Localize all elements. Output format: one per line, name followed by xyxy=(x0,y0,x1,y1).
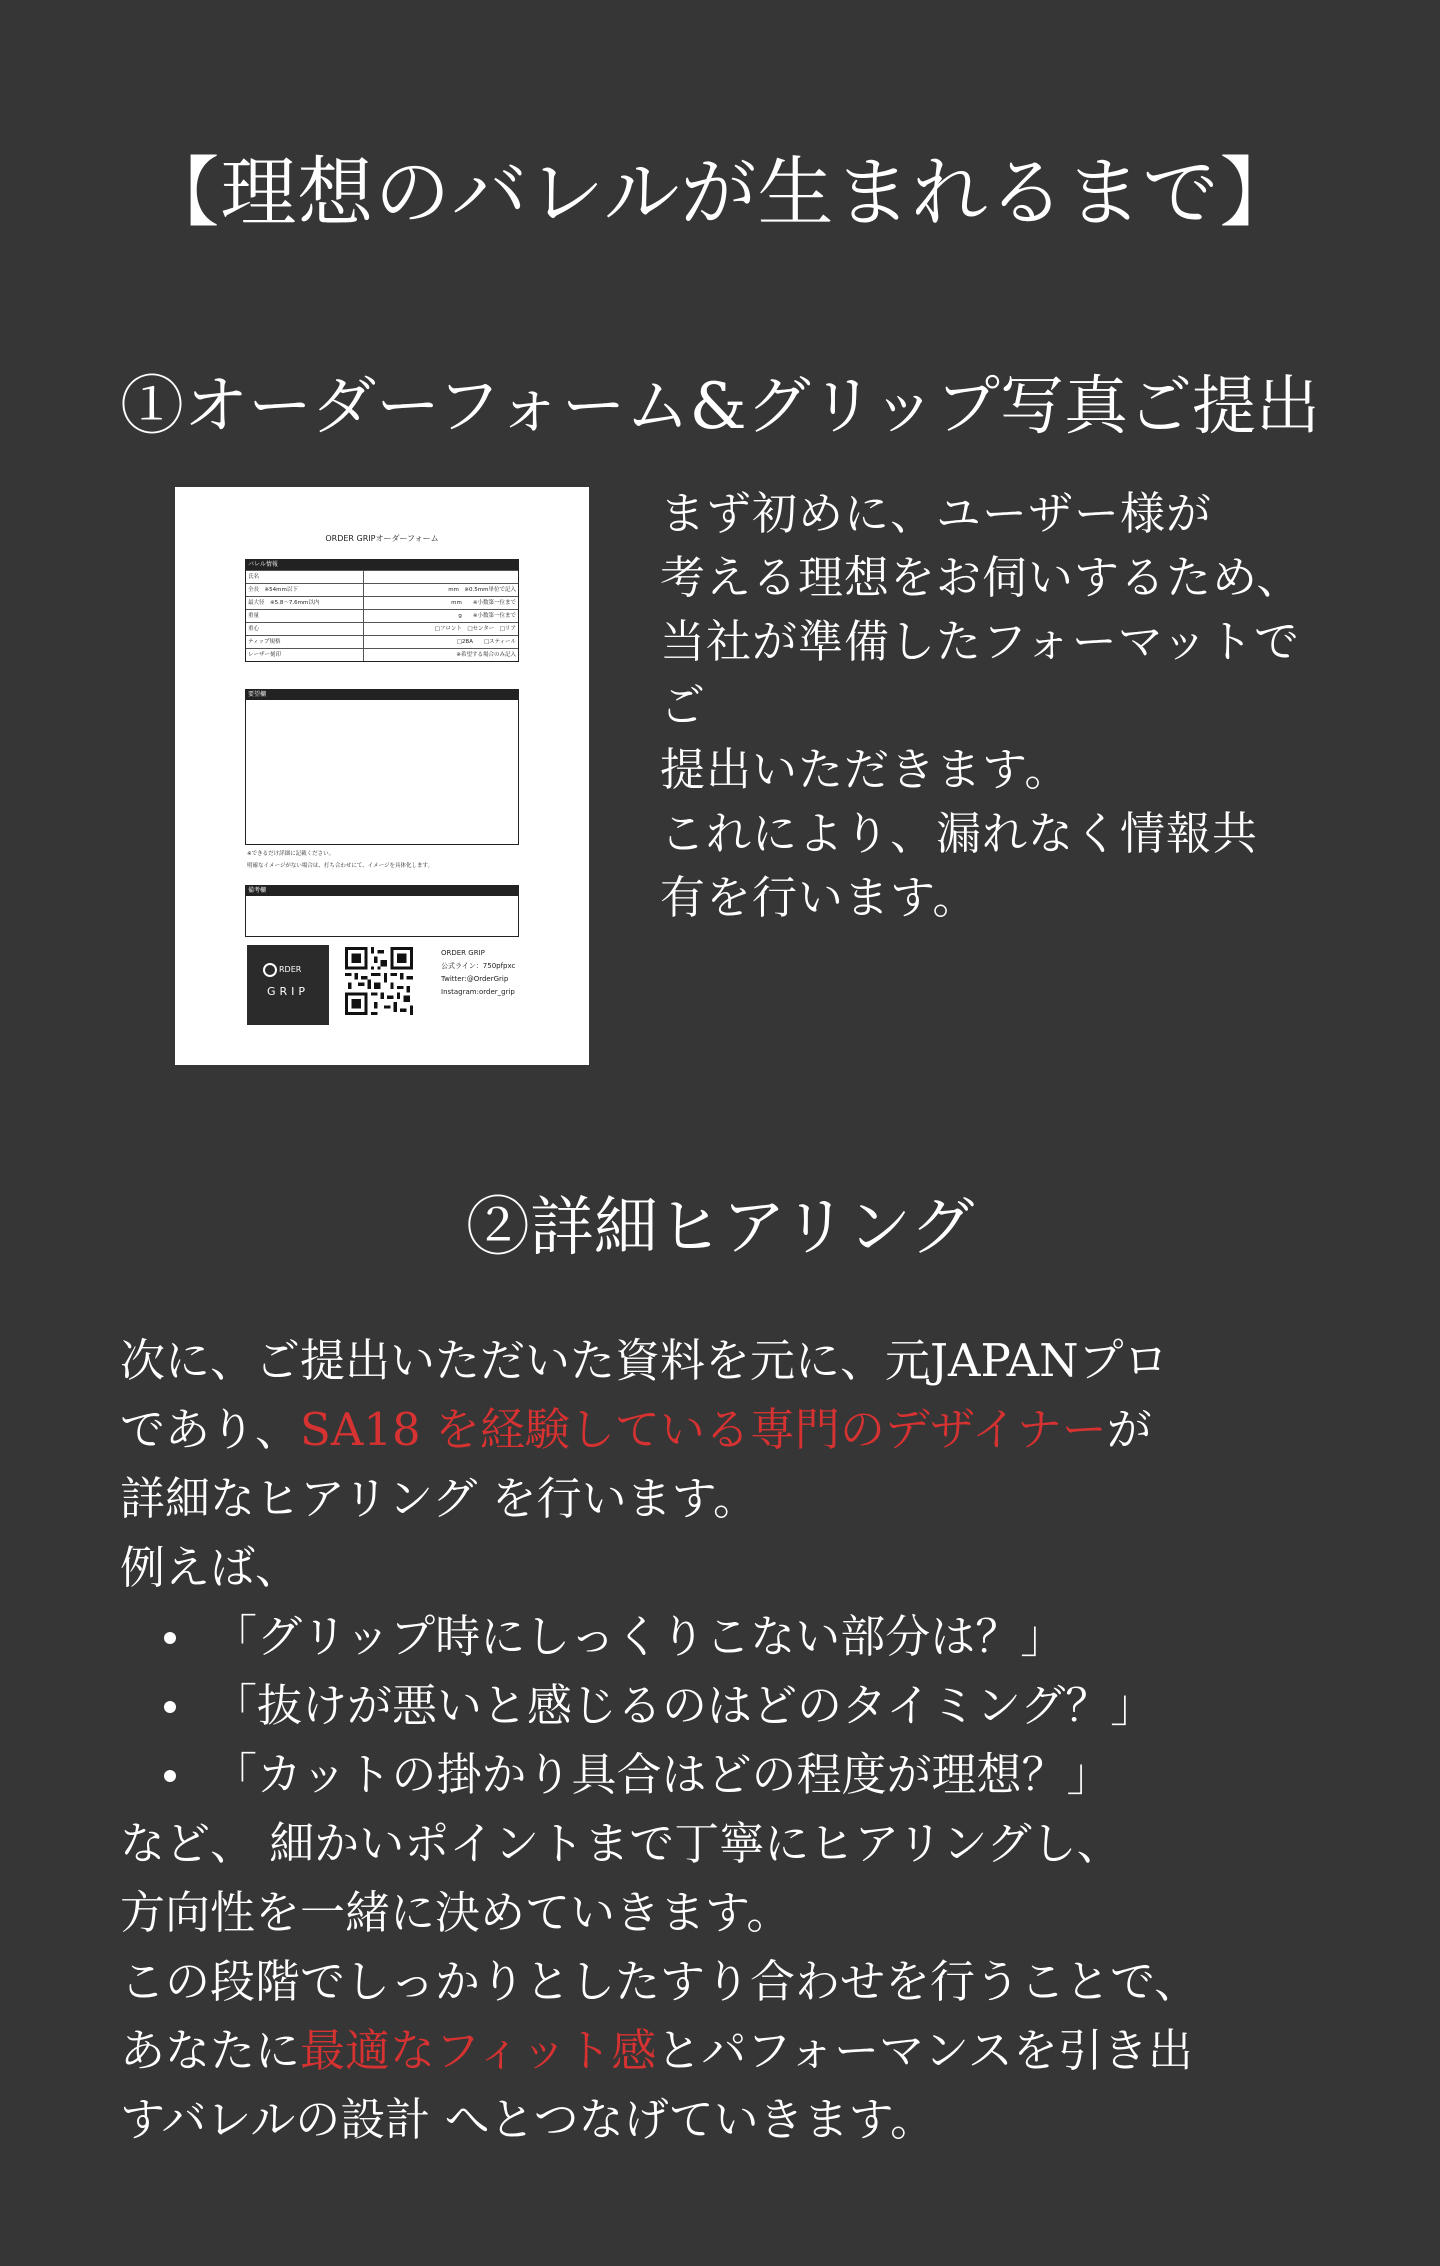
form-row xyxy=(246,648,518,661)
step2-line: 方向性を一緒に決めていきます。 xyxy=(120,1886,792,1939)
barrel-info-header: バレル情報 xyxy=(246,560,518,570)
form-row xyxy=(246,583,518,596)
step2-description xyxy=(120,1326,1340,2154)
form-row-value: □2BA □スティール xyxy=(456,639,516,645)
form-row xyxy=(246,622,518,635)
request-box xyxy=(245,689,519,845)
form-row-value xyxy=(364,571,518,583)
form-row-label: レーザー刻印 xyxy=(246,649,364,661)
question-item: 「抜けが悪いと感じるのはどのタイミング？」 xyxy=(120,1671,1340,1740)
form-row xyxy=(246,635,518,648)
step1-line: これにより、漏れなく情報共 xyxy=(660,807,1259,860)
form-row-value: mm ※小数第一位まで xyxy=(451,600,516,606)
target-icon xyxy=(263,963,277,977)
step2-line xyxy=(120,2016,1340,2085)
contact-line: Instagram:order_grip xyxy=(441,988,515,996)
step2-line: など、 細かいポイントまで丁寧にヒアリングし、 xyxy=(120,1817,1122,1870)
form-row-label: 氏名 xyxy=(246,571,364,583)
step1-line: 考える理想をお伺いするため、 xyxy=(660,551,1303,604)
form-row xyxy=(246,596,518,609)
form-row-label: 重心 xyxy=(246,623,364,635)
qr-code-icon xyxy=(345,947,413,1015)
form-row xyxy=(246,570,518,583)
step2-text: であり、 xyxy=(120,1403,301,1456)
request-header: 要望欄 xyxy=(246,690,518,700)
form-row-value: ※希望する場合のみ記入 xyxy=(456,652,516,658)
contact-line: Twitter:@OrderGrip xyxy=(441,975,509,983)
order-grip-logo xyxy=(247,945,329,1025)
designer-highlight: SA18 を経験している専門のデザイナー xyxy=(300,1403,1107,1456)
step2-line xyxy=(120,1395,1340,1464)
step2-line: 例えば、 xyxy=(120,1541,301,1594)
page-title: 【理想のバレルが生まれるまで】 xyxy=(143,148,1297,237)
step1-heading: ①オーダーフォーム&グリップ写真ご提出 xyxy=(119,370,1320,444)
step2-line: すバレルの設計 へとつなげていきます。 xyxy=(120,2093,936,2146)
logo-text-bottom: GRIP xyxy=(266,985,310,998)
step2-text: が xyxy=(1106,1403,1152,1456)
contact-info xyxy=(441,947,515,999)
form-row-value: g ※小数第一位まで xyxy=(458,613,516,619)
remarks-box xyxy=(245,885,519,937)
step2-text: あなたに xyxy=(120,2024,301,2077)
step2-line: 次に、ご提出いただいた資料を元に、元JAPANプロ xyxy=(120,1334,1169,1387)
step1-line: 有を行います。 xyxy=(660,871,979,924)
step1-description xyxy=(660,482,1340,930)
step2-heading: ②詳細ヒアリング xyxy=(465,1191,975,1265)
form-row-label: ティップ規格 xyxy=(246,636,364,648)
order-form-image xyxy=(175,487,589,1065)
question-list xyxy=(120,1602,1340,1809)
form-row-value: mm ※0.5mm単位で記入 xyxy=(448,587,516,593)
question-item: 「カットの掛かり具合はどの程度が理想？」 xyxy=(120,1740,1340,1809)
remarks-header: 備考欄 xyxy=(246,886,518,896)
step1-line: 提出いただきます。 xyxy=(660,743,1071,796)
form-row-label: 全長 ※54mm以下 xyxy=(246,584,364,596)
form-note: ※できるだけ詳細に記載ください。 xyxy=(247,851,335,857)
form-row xyxy=(246,609,518,622)
step2-line: 詳細なヒアリング を行います。 xyxy=(120,1472,759,1525)
barrel-info-table xyxy=(245,559,519,662)
step1-line: まず初めに、ユーザー様が xyxy=(660,487,1213,540)
contact-line: 公式ライン：750pfpxc xyxy=(441,962,516,970)
form-row-label: 重量 xyxy=(246,610,364,622)
step2-text: とパフォーマンスを引き出 xyxy=(656,2024,1193,2077)
step2-line: この段階でしっかりとしたすり合わせを行うことで、 xyxy=(120,1955,1200,2008)
form-note: 明確なイメージがない場合は、打ち合わせにて、イメージを具体化します。 xyxy=(247,863,434,869)
fit-highlight: 最適なフィット感 xyxy=(300,2024,657,2077)
step1-line: 当社が準備したフォーマットでご xyxy=(660,615,1300,732)
question-item: 「グリップ時にしっくりこない部分は？」 xyxy=(120,1602,1340,1671)
logo-text-top: RDER xyxy=(279,965,302,974)
form-row-label: 最大径 ※5.8〜7.6mm以内 xyxy=(246,597,364,609)
contact-line: ORDER GRIP xyxy=(441,949,485,957)
form-title: ORDER GRIPオーダーフォーム xyxy=(325,534,439,543)
form-row-value: □フロント □センター □リア xyxy=(434,626,516,632)
